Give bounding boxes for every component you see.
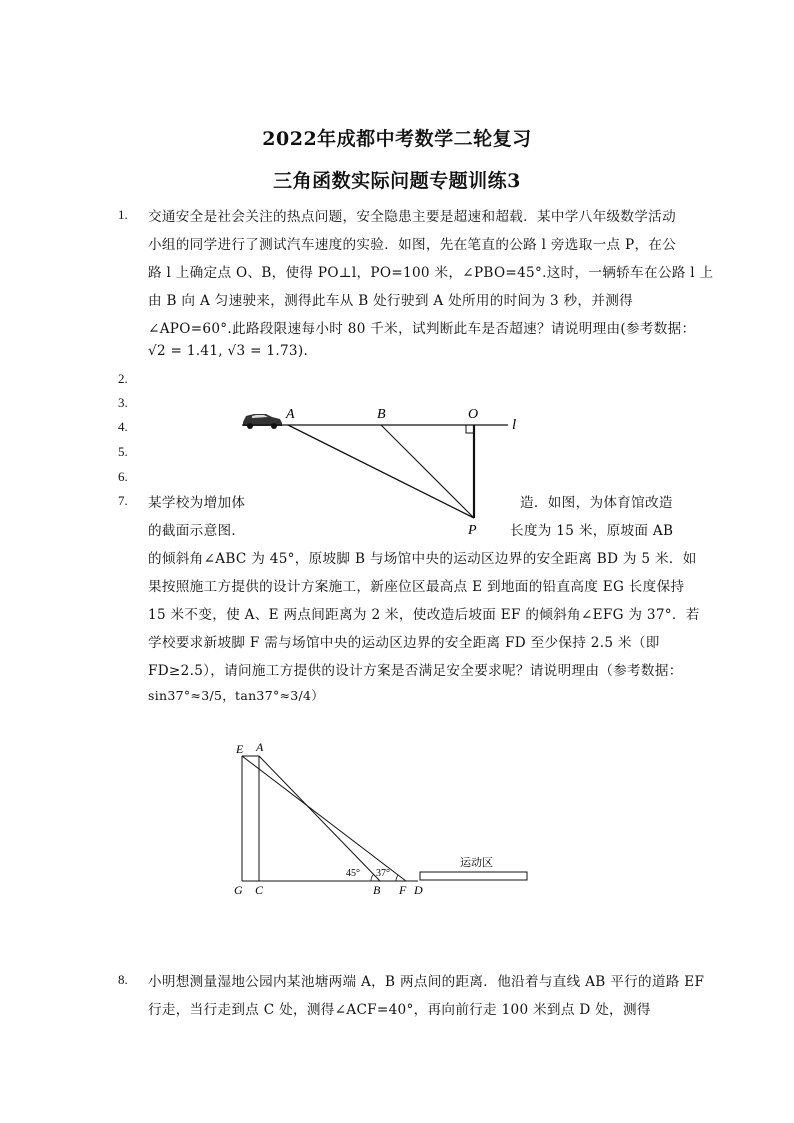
question-number-3: 3. [118,395,128,410]
q1-line-6: √2 = 1.41, √3 = 1.73). [148,343,309,359]
q1-line-1: 交通安全是社会关注的热点问题，安全隐患主要是超速和超载．某中学八年级数学活动 [148,209,676,225]
q7-line-3: 的倾斜角∠ABC 为 45°，原坡脚 B 与场馆中央的运动区边界的安全距离 BD 为 5 米．如 [148,551,697,567]
q7-line-2-right: 长度为 15 米，原坡面 AB [510,523,674,539]
label-b2: B [373,883,381,896]
q7-line-8: sin37°≈3/5，tan37°≈3/4） [148,688,325,703]
q8-line-1: 小明想测量湿地公园内某池塘两端 A，B 两点间的距离．他沿着与直线 AB 平行的道路 EF [148,974,705,990]
q1-line-4: 由 B 向 A 匀速驶来，测得此车从 B 处行驶到 A 处所用的时间为 3 秒，并测得 [148,293,633,309]
q1-line-3: 路 l 上确定点 O、B，使得 PO⊥l，PO=100 米，∠PBO=45°.这时，一辆轿车在公路 l 上 [148,265,714,281]
q1-line-2: 小组的同学进行了测试汽车速度的实验．如图，先在笔直的公路 l 旁选取一点 P，在公 [148,237,677,253]
label-d: D [414,883,423,896]
document-subtitle: 三角函数实际问题专题训练3 [273,170,521,192]
label-b: B [377,407,386,422]
figure-slope-diagram [228,736,538,896]
q7-line-4: 果按照施工方提供的设计方案施工，新座位区最高点 E 到地面的铅直高度 EG 长度保持 [148,579,685,595]
q7-line-1-right: 造．如图，为体育馆改造 [520,495,673,511]
figure-road-diagram [236,400,536,540]
document-title: 2022年成都中考数学二轮复习 [262,128,532,150]
label-a2: A [256,740,264,754]
label-p: P [468,523,477,538]
q7-line-6: 学校要求新坡脚 F 需与场馆中央的运动区边界的安全距离 FD 至少保持 2.5 米（即 [148,635,660,651]
q1-line-5: ∠APO=60°.此路段限速每小时 80 千米，试判断此车是否超速？请说明理由(参考数据： [148,321,696,337]
q8-line-2: 行走，当行走到点 C 处，测得∠ACF=40°，再向前行走 100 米到点 D 处，测得 [148,1002,651,1018]
segment-ab [259,756,380,881]
q7-line-2-left: 的截面示意图． [148,523,246,539]
question-number-6: 6. [118,469,128,484]
angle-arc-f [396,875,398,881]
right-angle-mark [466,425,474,433]
question-number-1: 1. [118,207,128,222]
label-o: O [468,407,479,422]
label-angle-37: 37° [376,868,390,879]
segment-pa [288,425,474,518]
sports-zone-rect [420,872,527,880]
q7-line-7: FD≥2.5），请问施工方提供的设计方案是否满足安全要求呢？请说明理由（参考数据： [148,663,683,679]
q7-line-5: 15 米不变，使 A、E 两点间距离为 2 米，使改造后坡面 EF 的倾斜角∠EFG 为 37°．若 [148,607,700,623]
label-e: E [236,742,244,756]
label-zone: 运动区 [460,856,493,869]
segment-pb [381,425,474,518]
label-f: F [399,883,407,896]
question-number-8: 8. [118,972,128,987]
label-g: G [234,883,243,896]
label-angle-45: 45° [346,868,360,879]
label-c: C [255,883,264,896]
label-l: l [512,417,517,433]
question-number-2: 2. [118,371,128,386]
q7-line-1-left: 某学校为增加体 [148,495,246,511]
car-icon [243,414,282,429]
question-number-4: 4. [118,419,128,434]
question-number-7: 7. [118,493,128,508]
segment-ef [242,756,406,881]
question-number-5: 5. [118,444,128,459]
label-a: A [286,407,295,422]
